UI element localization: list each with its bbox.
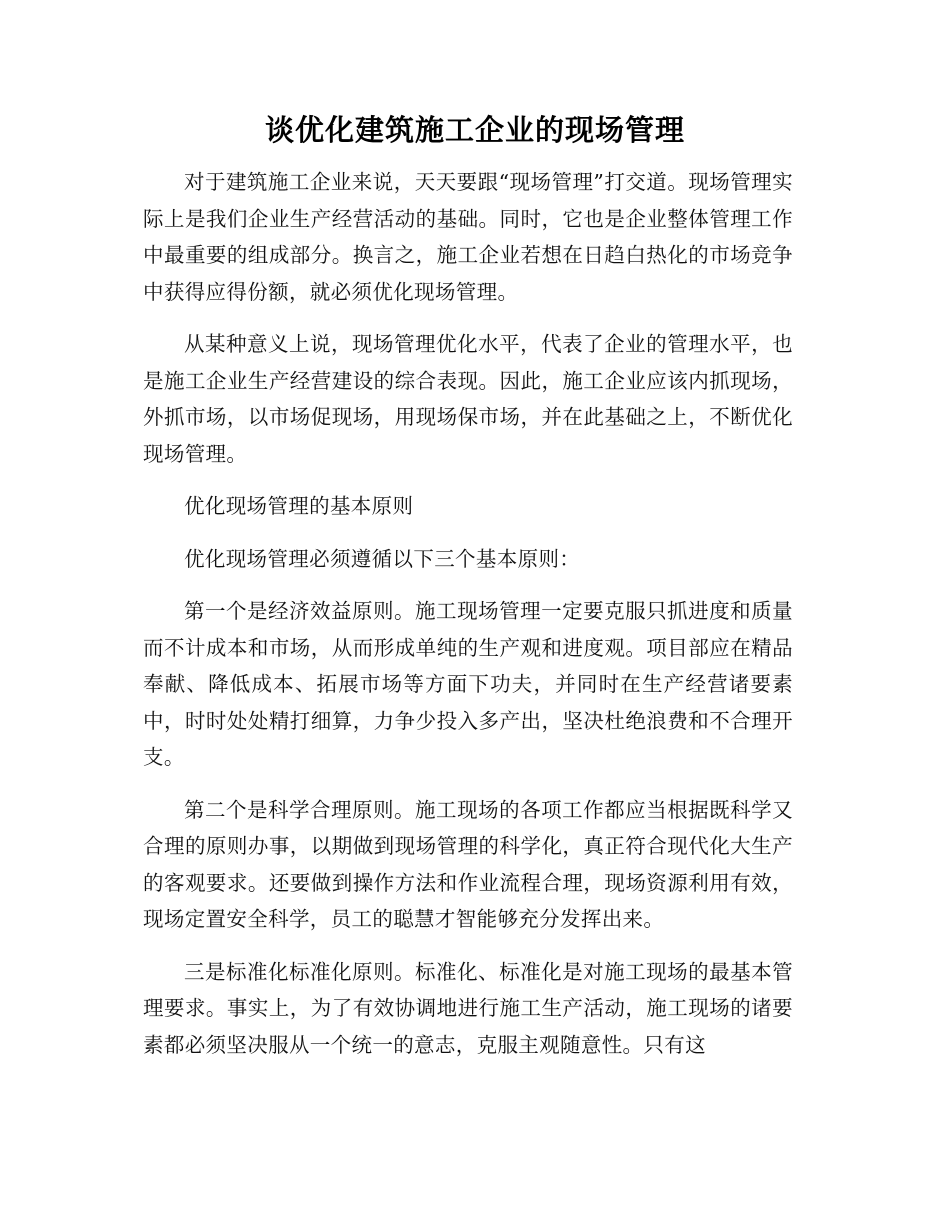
- paragraph-principle-scientific: 第二个是科学合理原则。施工现场的各项工作都应当根据既科学又合理的原则办事，以期做到现场管理的科学化，真正符合现代化大生产的客观要求。还要做到操作方法和作业流程合理，现场资源利用有效，现场定置安全科学，员工的聪慧才智能够充分发挥出来。: [143, 797, 793, 931]
- paragraph-significance: 从某种意义上说，现场管理优化水平，代表了企业的管理水平，也是施工企业生产经营建设的综合表现。因此，施工企业应该内抓现场，外抓市场，以市场促现场，用现场保市场，并在此基础之上，不断优化现场管理。: [143, 332, 793, 466]
- paragraph-principle-standardization: 三是标准化标准化原则。标准化、标准化是对施工现场的最基本管理要求。事实上，为了有效协调地进行施工生产活动，施工现场的诸要素都必须坚决服从一个统一的意志，克服主观随意性。只有这: [143, 959, 793, 1057]
- section-heading-principles: 优化现场管理的基本原则: [184, 494, 414, 518]
- paragraph-intro: 对于建筑施工企业来说，天天要跟“现场管理”打交道。现场管理实际上是我们企业生产经营活动的基础。同时，它也是企业整体管理工作中最重要的组成部分。换言之，施工企业若想在日趋白热化的市场竞争中获得应得份额，就必须优化现场管理。: [143, 170, 793, 304]
- paragraph-principle-economic: 第一个是经济效益原则。施工现场管理一定要克服只抓进度和质量而不计成本和市场，从而形成单纯的生产观和进度观。项目部应在精品奉献、降低成本、拓展市场等方面下功夫，并同时在生产经营诸要素中，时时处处精打细算，力争少投入多产出，坚决杜绝浪费和不合理开支。: [143, 599, 793, 769]
- paragraph-principles-intro: 优化现场管理必须遵循以下三个基本原则：: [184, 546, 581, 571]
- document-title: 谈优化建筑施工企业的现场管理: [264, 113, 685, 147]
- document-body: [143, 164, 793, 1079]
